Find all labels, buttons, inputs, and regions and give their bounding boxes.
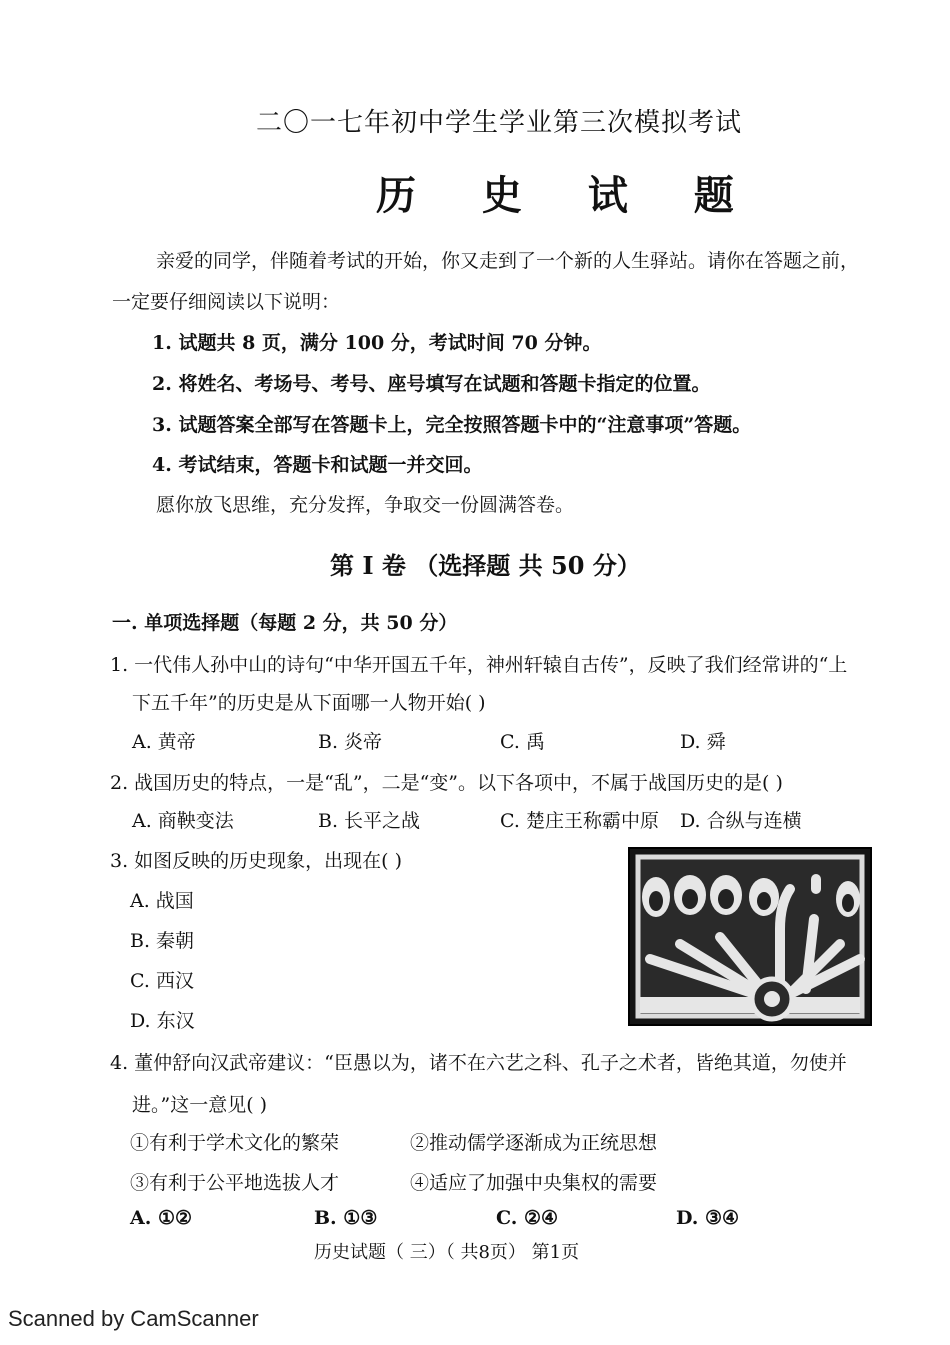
rule-1: 1. 试题共 8 页，满分 100 分，考试时间 70 分钟。 (152, 332, 602, 354)
question-4-stem-line-2: 进。”这一意见( ) (132, 1094, 268, 1116)
question-1-stem-line-1: 1. 一代伟人孙中山的诗句“中华开国五千年，神州轩辕自古传”，反映了我们经常讲的“上 (110, 654, 848, 676)
question-4-option-b: B. ①③ (314, 1207, 378, 1229)
subject-title: 历 史 试 题 (376, 172, 760, 219)
question-4-option-a: A. ①② (130, 1207, 193, 1229)
question-3-figure (628, 847, 872, 1026)
question-1-stem-line-2: 下五千年”的历史是从下面哪一人物开始( ) (132, 692, 486, 714)
question-3-option-b: B. 秦朝 (130, 930, 195, 952)
intro-line-1: 亲爱的同学，伴随着考试的开始，你又走到了一个新的人生驿站。请你在答题之前， (156, 250, 860, 272)
rule-3: 3. 试题答案全部写在答题卡上，完全按照答题卡中的“注意事项”答题。 (152, 414, 752, 436)
intro-line-2: 一定要仔细阅读以下说明： (112, 291, 341, 313)
intro-closing: 愿你放飞思维，充分发挥，争取交一份圆满答卷。 (156, 494, 575, 516)
question-2-option-b: B. 长平之战 (318, 810, 421, 832)
question-2-option-c: C. 楚庄王称霸中原 (500, 810, 659, 832)
question-4-statement-4: ④适应了加强中央集权的需要 (410, 1172, 658, 1194)
exam-name: 二〇一七年初中学生学业第三次模拟考试 (256, 108, 743, 138)
question-4-statement-3: ③有利于公平地选拔人才 (130, 1172, 340, 1194)
question-4-statement-2: ②推动儒学逐渐成为正统思想 (410, 1132, 658, 1154)
question-4-option-c: C. ②④ (496, 1207, 559, 1229)
question-4-stem-line-1: 4. 董仲舒向汉武帝建议：“臣愚以为，诸不在六艺之科、孔子之术者，皆绝其道，勿使并 (110, 1052, 847, 1074)
scanner-watermark: Scanned by CamScanner (8, 1306, 259, 1331)
question-1-option-a: A. 黄帝 (132, 731, 196, 753)
question-4-statement-1: ①有利于学术文化的繁荣 (130, 1132, 340, 1154)
question-3-option-d: D. 东汉 (130, 1010, 195, 1032)
question-2-option-d: D. 合纵与连横 (680, 810, 802, 832)
rule-2: 2. 将姓名、考场号、考号、座号填写在试题和答题卡指定的位置。 (152, 373, 711, 395)
question-3-option-c: C. 西汉 (130, 970, 194, 992)
question-2-option-a: A. 商鞅变法 (132, 810, 234, 832)
page-footer: 历史试题（ 三）（ 共8页） 第1页 (314, 1242, 580, 1263)
section-title: 第 I 卷 （选择题 共 50 分） (330, 551, 641, 580)
question-1-option-b: B. 炎帝 (318, 731, 383, 753)
question-2-stem: 2. 战国历史的特点，一是“乱”，二是“变”。以下各项中，不属于战国历史的是( ) (110, 772, 783, 794)
question-3-stem: 3. 如图反映的历史现象，出现在( ) (110, 850, 403, 872)
question-1-option-c: C. 禹 (500, 731, 545, 753)
rule-4: 4. 考试结束，答题卡和试题一并交回。 (152, 454, 483, 476)
question-3-figure-drawing (630, 849, 870, 1024)
part-heading: 一. 单项选择题（每题 2 分，共 50 分） (112, 612, 458, 634)
question-3-option-a: A. 战国 (130, 890, 194, 912)
question-4-option-d: D. ③④ (676, 1207, 740, 1229)
question-1-option-d: D. 舜 (680, 731, 726, 753)
